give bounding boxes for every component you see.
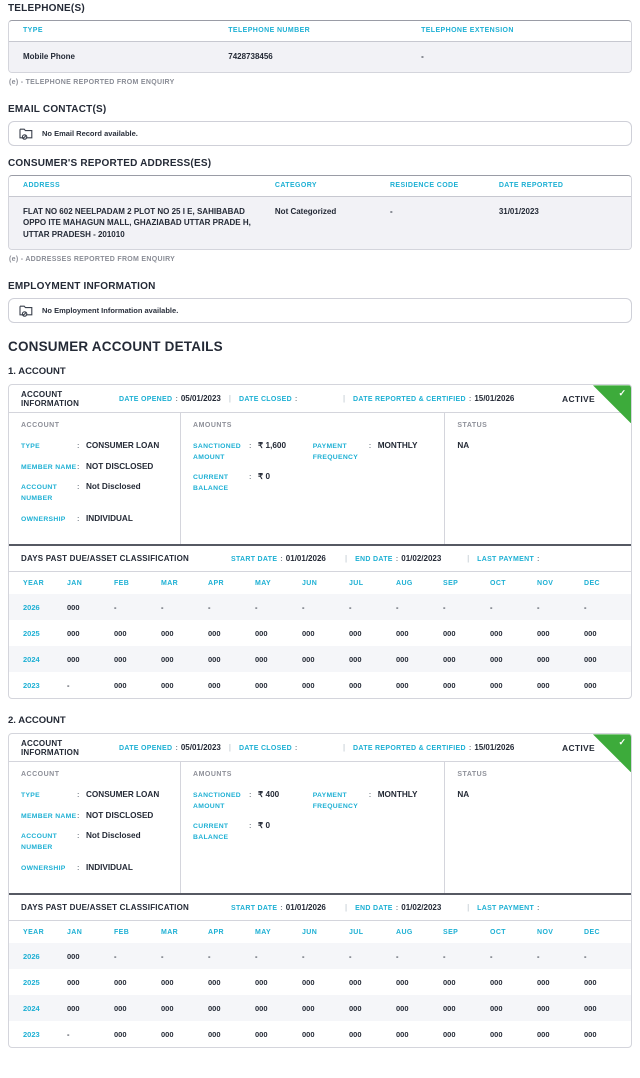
dpd-cell: - [396, 602, 399, 612]
dpd-month-label: AUG [396, 579, 413, 587]
dpd-cell: - [396, 951, 399, 961]
dpd-year-row [9, 620, 631, 646]
dpd-cell: 000 [443, 1003, 456, 1013]
divider: | [345, 554, 348, 564]
date-closed: DATE CLOSED : [238, 743, 298, 753]
dpd-cell: - [161, 951, 164, 961]
divider: | [342, 743, 346, 753]
account-section-1 [8, 366, 632, 699]
dpd-cell: 000 [537, 1029, 550, 1039]
dpd-cell: 000 [114, 977, 127, 987]
dpd-cell: 000 [67, 628, 80, 638]
dpd-cell: 000 [349, 680, 362, 690]
dpd-last-payment: LAST PAYMENT : [477, 903, 540, 913]
dpd-bar [9, 895, 631, 921]
addresses-table-header [9, 176, 631, 197]
dpd-cell: 000 [208, 1003, 221, 1013]
account-panel: ACCOUNT TYPE : CONSUMER LOAN MEMBER NAME : NOT DISCLOSED ACCOUNT NUMBER : Not Disclosed OWNERSHIP : INDIVIDUAL [9, 762, 180, 893]
field-ownership: OWNERSHIP : INDIVIDUAL [21, 862, 133, 872]
dpd-month-label: MAY [255, 579, 272, 587]
dpd-cell: 000 [161, 1029, 174, 1039]
dpd-cell: 000 [396, 1003, 409, 1013]
account-info-label: ACCOUNT INFORMATION [21, 738, 80, 757]
dpd-year: 2025 [23, 628, 40, 638]
dpd-year-row [9, 672, 631, 698]
dpd-month-label: APR [208, 928, 224, 936]
dpd-cell: 000 [490, 628, 503, 638]
field-payment-frequency: PAYMENT FREQUENCY : MONTHLY [312, 790, 418, 810]
dpd-cell: 000 [67, 977, 80, 987]
account-card-body [9, 413, 631, 544]
dpd-year: 2024 [23, 1003, 40, 1013]
dpd-cell: 000 [67, 1003, 80, 1013]
field-payment-frequency: PAYMENT FREQUENCY : MONTHLY [312, 441, 418, 461]
dpd-cell: - [114, 602, 117, 612]
dpd-cell: 000 [255, 654, 268, 664]
dpd-month-label: FEB [114, 579, 130, 587]
account-card-body [9, 762, 631, 893]
phone-number: 7428738456 [228, 52, 273, 61]
dpd-cell: - [67, 680, 70, 690]
divider: | [228, 394, 231, 404]
dpd-cell: 000 [584, 1029, 597, 1039]
dpd-cell: 000 [208, 1029, 221, 1039]
dpd-cell: 000 [302, 977, 315, 987]
dpd-cell: - [302, 602, 305, 612]
dpd-cell: - [443, 951, 446, 961]
field-sanctioned-amount: SANCTIONED AMOUNT : ₹ 400 [193, 790, 280, 810]
account-heading: 2. ACCOUNT [8, 715, 66, 727]
dpd-cell: 000 [208, 680, 221, 690]
phone-type: Mobile Phone [23, 52, 75, 61]
addresses-footnote: (e) - ADDRESSES REPORTED FROM ENQUIRY [9, 256, 176, 264]
divider: | [467, 554, 470, 564]
address-residence-code: - [389, 206, 393, 216]
dpd-bar [9, 546, 631, 572]
col-address: ADDRESS [23, 181, 61, 189]
col-date-reported: DATE REPORTED [498, 181, 564, 189]
dpd-cell: - [537, 602, 540, 612]
dpd-cell: 000 [161, 628, 174, 638]
status-value: NA [457, 441, 470, 451]
dpd-cell: 000 [208, 654, 221, 664]
dpd-cell: - [255, 602, 258, 612]
consumer-account-details-title: CONSUMER ACCOUNT DETAILS [8, 339, 223, 355]
dpd-year: 2025 [23, 977, 40, 987]
dpd-month-label: SEP [443, 928, 459, 936]
dpd-year: 2024 [23, 654, 40, 664]
addresses-section [8, 158, 632, 264]
status-value: NA [457, 790, 470, 800]
col-category: CATEGORY [274, 181, 317, 189]
dpd-cell: 000 [537, 628, 550, 638]
dpd-title: DAYS PAST DUE/ASSET CLASSIFICATION [21, 903, 190, 913]
dpd-month-label: JUN [302, 928, 318, 936]
dpd-cell: 000 [584, 628, 597, 638]
date-opened: DATE OPENED : 05/01/2023 [119, 743, 221, 753]
dpd-cell: 000 [114, 1029, 127, 1039]
dpd-cell: 000 [537, 680, 550, 690]
dpd-cell: 000 [208, 977, 221, 987]
dpd-cell: 000 [490, 977, 503, 987]
dpd-month-label: JAN [67, 928, 83, 936]
dpd-cell: 000 [255, 680, 268, 690]
dpd-month-label: MAY [255, 928, 272, 936]
email-title: EMAIL CONTACT(S) [8, 103, 107, 115]
dpd-cell: 000 [161, 1003, 174, 1013]
dpd-year-row [9, 995, 631, 1021]
dpd-table [9, 943, 631, 1047]
dpd-month-label: DEC [584, 579, 600, 587]
col-telephone-number: TELEPHONE NUMBER [228, 27, 311, 34]
dpd-cell: - [67, 1029, 70, 1039]
dpd-cell: 000 [490, 1003, 503, 1013]
dpd-cell: 000 [67, 654, 80, 664]
address-value: FLAT NO 602 NEELPADAM 2 PLOT NO 25 I E, SAHIBABAD OPPO ITE MAHAGUN MALL, GHAZIABAD UTTAR PRADE H, UTTAR PRADESH - 201010 [23, 206, 251, 239]
dpd-cell: 000 [443, 680, 456, 690]
col-residence-code: RESIDENCE CODE [389, 181, 459, 189]
dpd-cell: 000 [537, 977, 550, 987]
dpd-end-date: END DATE : 01/02/2023 [355, 554, 442, 564]
dpd-cell: - [349, 951, 352, 961]
address-category: Not Categorized [274, 206, 337, 216]
date-reported-certified: DATE REPORTED & CERTIFIED : 15/01/2026 [353, 743, 515, 753]
divider: | [342, 394, 346, 404]
addresses-table [8, 175, 632, 251]
divider: | [228, 743, 231, 753]
dpd-cell: 000 [255, 628, 268, 638]
status-panel: STATUS NA [444, 762, 631, 893]
dpd-cell: 000 [349, 654, 362, 664]
date-closed: DATE CLOSED : [238, 394, 298, 404]
field-sanctioned-amount: SANCTIONED AMOUNT : ₹ 1,600 [193, 441, 287, 461]
dpd-cell: 000 [255, 1003, 268, 1013]
dpd-cell: - [537, 951, 540, 961]
telephones-section [8, 3, 632, 86]
dpd-cell: - [161, 602, 164, 612]
dpd-month-label: JUL [349, 579, 364, 587]
field-account-number: ACCOUNT NUMBER : Not Disclosed [21, 831, 141, 851]
dpd-month-label: MAR [161, 928, 179, 936]
dpd-month-label: OCT [490, 928, 506, 936]
telephones-table-header [9, 21, 631, 42]
check-icon: ✓ [618, 737, 626, 748]
dpd-cell: 000 [255, 977, 268, 987]
field-ownership: OWNERSHIP : INDIVIDUAL [21, 513, 133, 523]
dpd-cell: - [349, 602, 352, 612]
field-member-name: MEMBER NAME : NOT DISCLOSED [21, 810, 154, 820]
dpd-cell: 000 [161, 654, 174, 664]
dpd-last-payment: LAST PAYMENT : [477, 554, 540, 564]
status-badge: ACTIVE [562, 393, 595, 404]
dpd-year: 2023 [23, 1029, 40, 1039]
account-info-label: ACCOUNT INFORMATION [21, 389, 80, 408]
phone-extension: - [421, 52, 424, 61]
table-row [9, 197, 631, 250]
field-current-balance: CURRENT BALANCE : ₹ 0 [193, 821, 271, 841]
dpd-cell: 000 [396, 680, 409, 690]
dpd-month-label: AUG [396, 928, 413, 936]
dpd-cell: 000 [537, 1003, 550, 1013]
dpd-cell: 000 [396, 977, 409, 987]
dpd-cell: 000 [302, 628, 315, 638]
field-type: TYPE : CONSUMER LOAN [21, 441, 160, 451]
email-section [8, 104, 632, 146]
dpd-cell: - [490, 602, 493, 612]
dpd-cell: 000 [396, 654, 409, 664]
dpd-cell: 000 [490, 680, 503, 690]
dpd-cell: 000 [443, 977, 456, 987]
folder-off-icon [19, 127, 34, 140]
amounts-panel: AMOUNTS SANCTIONED AMOUNT : ₹ 1,600 CURRENT BALANCE : ₹ 0 PAYMENT FREQUENCY : MONTHLY [180, 413, 444, 544]
dpd-year: 2023 [23, 680, 40, 690]
dpd-month-label: NOV [537, 928, 554, 936]
status-badge: ACTIVE [562, 742, 595, 753]
dpd-cell: 000 [302, 680, 315, 690]
dpd-cell: 000 [349, 1029, 362, 1039]
field-current-balance: CURRENT BALANCE : ₹ 0 [193, 472, 271, 492]
dpd-month-label: DEC [584, 928, 600, 936]
dpd-month-label: YEAR [23, 928, 45, 936]
dpd-cell: 000 [349, 1003, 362, 1013]
status-panel: STATUS NA [444, 413, 631, 544]
addresses-title: CONSUMER'S REPORTED ADDRESS(ES) [8, 157, 212, 169]
dpd-month-label: JUN [302, 579, 318, 587]
dpd-cell: 000 [396, 628, 409, 638]
dpd-cell: 000 [349, 977, 362, 987]
dpd-cell: 000 [537, 654, 550, 664]
dpd-year-row [9, 646, 631, 672]
col-telephone-extension: TELEPHONE EXTENSION [421, 27, 514, 34]
dpd-cell: 000 [443, 1029, 456, 1039]
telephones-title: TELEPHONE(S) [8, 3, 85, 14]
dpd-cell: 000 [302, 1029, 315, 1039]
dpd-year: 2026 [23, 951, 40, 961]
dpd-month-label: OCT [490, 579, 506, 587]
field-type: TYPE : CONSUMER LOAN [21, 790, 160, 800]
dpd-start-date: START DATE : 01/01/2026 [231, 903, 326, 913]
amounts-panel: AMOUNTS SANCTIONED AMOUNT : ₹ 400 CURRENT BALANCE : ₹ 0 PAYMENT FREQUENCY : MONTHLY [180, 762, 444, 893]
dpd-cell: 000 [114, 680, 127, 690]
dpd-month-label: FEB [114, 928, 130, 936]
date-reported-certified: DATE REPORTED & CERTIFIED : 15/01/2026 [353, 394, 515, 404]
dpd-cell: 000 [67, 602, 80, 612]
dpd-cell: 000 [302, 654, 315, 664]
dpd-end-date: END DATE : 01/02/2023 [355, 903, 442, 913]
email-empty-message: No Email Record available. [42, 128, 138, 138]
dpd-cell: 000 [114, 1003, 127, 1013]
employment-empty-box [8, 298, 632, 323]
dpd-cell: 000 [255, 1029, 268, 1039]
table-row [9, 42, 631, 72]
account-card [8, 733, 632, 1048]
dpd-month-header [9, 921, 631, 943]
email-empty-box [8, 121, 632, 146]
dpd-cell: 000 [396, 1029, 409, 1039]
dpd-cell: 000 [490, 1029, 503, 1039]
dpd-cell: - [302, 951, 305, 961]
dpd-cell: - [208, 951, 211, 961]
dpd-cell: - [490, 951, 493, 961]
dpd-month-label: APR [208, 579, 224, 587]
dpd-cell: 000 [490, 654, 503, 664]
telephones-table [8, 20, 632, 73]
field-account-number: ACCOUNT NUMBER : Not Disclosed [21, 482, 141, 502]
dpd-month-label: YEAR [23, 579, 45, 587]
dpd-cell: - [584, 951, 587, 961]
dpd-month-label: JUL [349, 928, 364, 936]
dpd-cell: 000 [208, 628, 221, 638]
dpd-month-header [9, 572, 631, 594]
dpd-cell: 000 [584, 654, 597, 664]
dpd-cell: 000 [443, 654, 456, 664]
dpd-cell: 000 [584, 1003, 597, 1013]
dpd-cell: - [114, 951, 117, 961]
dpd-cell: 000 [349, 628, 362, 638]
account-heading: 1. ACCOUNT [8, 366, 66, 378]
dpd-year-row [9, 969, 631, 995]
dpd-cell: 000 [161, 680, 174, 690]
dpd-year-row [9, 943, 631, 969]
dpd-cell: 000 [114, 628, 127, 638]
dpd-month-label: MAR [161, 579, 179, 587]
account-info-bar [9, 385, 631, 413]
dpd-cell: - [255, 951, 258, 961]
dpd-cell: - [208, 602, 211, 612]
dpd-month-label: JAN [67, 579, 83, 587]
dpd-cell: 000 [161, 977, 174, 987]
employment-title: EMPLOYMENT INFORMATION [8, 281, 156, 293]
divider: | [345, 903, 348, 913]
dpd-table [9, 594, 631, 698]
dpd-cell: 000 [584, 680, 597, 690]
account-panel: ACCOUNT TYPE : CONSUMER LOAN MEMBER NAME : NOT DISCLOSED ACCOUNT NUMBER : Not Disclosed OWNERSHIP : INDIVIDUAL [9, 413, 180, 544]
dpd-cell: 000 [584, 977, 597, 987]
dpd-cell: 000 [302, 1003, 315, 1013]
dpd-month-label: SEP [443, 579, 459, 587]
dpd-cell: - [584, 602, 587, 612]
account-info-bar [9, 734, 631, 762]
account-card [8, 384, 632, 699]
date-opened: DATE OPENED : 05/01/2023 [119, 394, 221, 404]
dpd-start-date: START DATE : 01/01/2026 [231, 554, 326, 564]
divider: | [467, 903, 470, 913]
dpd-title: DAYS PAST DUE/ASSET CLASSIFICATION [21, 554, 190, 564]
col-type: TYPE [23, 27, 43, 34]
employment-empty-message: No Employment Information available. [42, 306, 179, 316]
dpd-cell: - [443, 602, 446, 612]
dpd-year-row [9, 594, 631, 620]
address-date-reported: 31/01/2023 [498, 206, 539, 216]
dpd-month-label: NOV [537, 579, 554, 587]
employment-section [8, 281, 632, 323]
dpd-cell: 000 [443, 628, 456, 638]
dpd-cell: 000 [67, 951, 80, 961]
dpd-year: 2026 [23, 602, 40, 612]
dpd-year-row [9, 1021, 631, 1047]
folder-off-icon [19, 304, 34, 317]
check-icon: ✓ [618, 388, 626, 399]
dpd-cell: 000 [114, 654, 127, 664]
field-member-name: MEMBER NAME : NOT DISCLOSED [21, 461, 154, 471]
telephones-footnote: (e) - TELEPHONE REPORTED FROM ENQUIRY [9, 78, 175, 86]
account-section-2 [8, 715, 632, 1048]
